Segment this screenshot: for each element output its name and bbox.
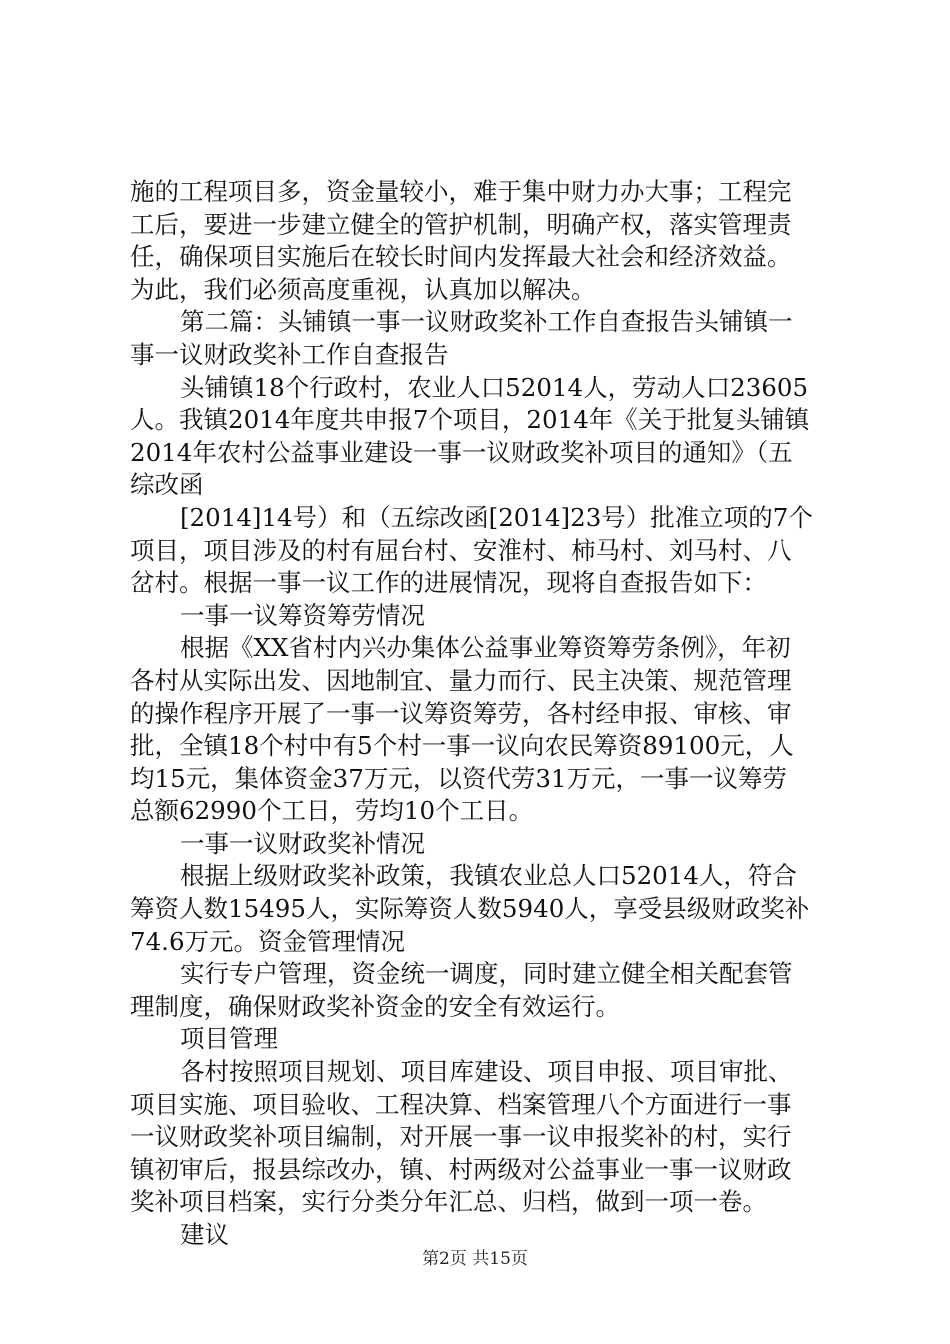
text-line: 根据上级财政奖补政策，我镇农业总人口52014人，符合 xyxy=(180,861,797,891)
section-heading: 第二篇：头铺镇一事一议财政奖补工作自查报告头铺镇一 xyxy=(180,307,793,337)
text-line: 任，确保项目实施后在较长时间内发挥最大社会和经济效益。 xyxy=(130,242,792,272)
text-line: 镇初审后，报县综改办，镇、村两级对公益事业一事一议财政 xyxy=(130,1154,792,1184)
text-line: 74.6万元。资金管理情况 xyxy=(130,926,406,956)
text-line: 综改函 xyxy=(130,470,204,500)
text-line: 各村从实际出发、因地制宜、量力而行、民主决策、规范管理 xyxy=(130,665,792,695)
text-line: 实行专户管理，资金统一调度，同时建立健全相关配套管 xyxy=(180,959,793,989)
text-line: 2014年农村公益事业建设一事一议财政奖补项目的通知》（五 xyxy=(130,437,793,467)
text-line: 批，全镇18个村中有5个村一事一议向农民筹资89100元，人 xyxy=(130,731,794,761)
text-line: 各村按照项目规划、项目库建设、项目申报、项目审批、 xyxy=(180,1057,793,1087)
subheading: 一事一议筹资筹劳情况 xyxy=(180,600,425,630)
text-line: 头铺镇18个行政村，农业人口52014人，劳动人口23605 xyxy=(180,372,809,402)
text-line: 项目，项目涉及的村有屈台村、安淮村、柿马村、刘马村、八 xyxy=(130,535,792,565)
text-line: 筹资人数15495人，实际筹资人数5940人，享受县级财政奖补 xyxy=(130,894,810,924)
text-line: 事一议财政奖补工作自查报告 xyxy=(130,339,449,369)
document-body xyxy=(130,176,830,1252)
text-line: 一议财政奖补项目编制，对开展一事一议申报奖补的村，实行 xyxy=(130,1122,792,1152)
subheading: 项目管理 xyxy=(180,1024,278,1054)
text-line: 项目实施、项目验收、工程决算、档案管理八个方面进行一事 xyxy=(130,1089,792,1119)
subheading: 建议 xyxy=(180,1220,229,1249)
text-line: 根据《XX省村内兴办集体公益事业筹资筹劳条例》，年初 xyxy=(180,633,791,663)
text-line: 的操作程序开展了一事一议筹资筹劳，各村经申报、审核、审 xyxy=(130,698,792,728)
text-line: 奖补项目档案，实行分类分年汇总、归档，做到一项一卷。 xyxy=(130,1187,767,1217)
text-line: 总额62990个工日，劳均10个工日。 xyxy=(130,796,534,826)
text-line: 施的工程项目多，资金量较小，难于集中财力办大事；工程完 xyxy=(130,177,792,206)
text-line: 人。我镇2014年度共申报7个项目，2014年《关于批复头铺镇 xyxy=(130,405,810,435)
text-line: 岔村。根据一事一议工作的进展情况，现将自查报告如下： xyxy=(130,568,767,598)
text-line: 理制度，确保财政奖补资金的安全有效运行。 xyxy=(130,991,620,1021)
text-line: 均15元，集体资金37万元，以资代劳31万元，一事一议筹劳 xyxy=(130,763,788,793)
text-line: [2014]14号）和（五综改函[2014]23号）批准立项的7个 xyxy=(180,502,813,532)
text-line: 工后，要进一步建立健全的管护机制，明确产权，落实管理责 xyxy=(130,209,792,239)
subheading: 一事一议财政奖补情况 xyxy=(180,828,425,858)
page-number-footer: 第2页 共15页 xyxy=(422,1249,528,1269)
text-line: 为此，我们必须高度重视，认真加以解决。 xyxy=(130,274,596,304)
